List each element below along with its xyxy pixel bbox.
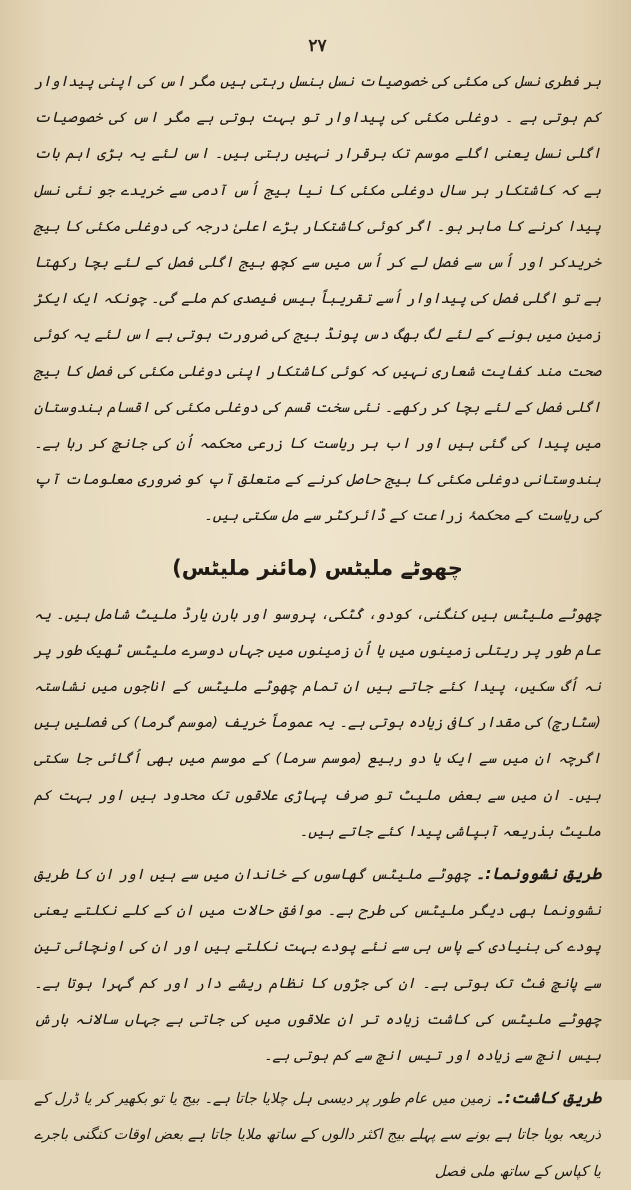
section-heading-minor-millets: چھوٹے ملیٹس (مائنر ملیٹس)	[172, 555, 463, 580]
run-in-heading-cultivation: طریق کاشت:۔	[495, 1088, 602, 1108]
paragraph-minor-millets: چھوٹے ملیٹس ہیں کنگنی، کودو، کُٹکی، پروسو اور بارن یارڈ ملیٹ شامل ہیں۔ یہ عام طور پر ریتلی زمینوں میں یا اُن زمینوں میں جہاں دوسرے ملیٹس ٹھیک طور پر نہ اُگ سکیں، پیدا کئے جاتے ہیں ان تمام چھوٹے ملیٹس کے اناجوں میں نشاستہ (سٹارچ) کی مقدار کافی زیادہ ہوتی ہے۔ یہ عموماً خریف (موسم گرما) کی فصلیں ہیں اگرچہ ان میں سے ایک یا دو ربیع (موسم سرما) کے موسم میں بھی اُگائی جا سکتی ہیں۔ ان میں سے بعض ملیٹ تو صرف پہاڑی علاقوں تک محدود ہیں اور بہت کم ملیٹ بذریعہ آبپاشی پیدا کئے جاتے ہیں۔	[34, 605, 601, 840]
paragraph-hybrid-maize: ہر فطری نسل کی مکئی کی خصوصیات نسل بنسل رہتی ہیں مگر اس کی اپنی پیداوار کم ہوتی ہے ۔ دوغلی مکئی کی پیداوار تو بہت ہوتی ہے مگر اس کی خصوصیات اگلی نسل یعنی اگلے موسم تک برقرار نہیں رہتی ہیں۔ اس لئے یہ بڑی اہم بات ہے کہ کاشتکار ہر سال دوغلی مکئی کا نیا بیج اُس آدمی سے خریدے جو نئی نسل پیدا کرنے کا ماہر ہو۔ اگر کوئی کاشتکار بڑے اعلیٰ درجہ کی دوغلی مکئی کا بیج خریدکر اور اُس سے فصل لے کر اُس میں سے کچھ بیج اگلی فصل کے لئے بچا رکھتا ہے تو اگلی فصل کی پیداوار اُسے تقریباً بیس فیصدی کم ملے گی۔ چونکہ ایک ایکڑ زمین میں بونے کے لئے لگ بھگ دس پونڈ بیج کی ضرورت ہوتی ہے اس لئے یہ کوئی صحت مند کفایت شعاری نہیں کہ کوئی کاشتکار اپنی دوغلی مکئی کی فصل کا بیج اگلی فصل کے لئے بچا کر رکھے۔ نئی سخت قسم کی دوغلی مکئی کی اقسام ہندوستان میں پیدا کی گئی ہیں اور اب ہر ریاست کا زرعی محکمہ اُن کی جانچ کر رہا ہے۔ ہندوستانی دوغلی مکئی کا بیج حاصل کرنے کے متعلق آپ کو ضروری معلومات آپ کی ریاست کے محکمۂ زراعت کے ڈائرکٹر سے مل سکتی ہیں۔	[34, 73, 601, 525]
run-in-heading-growth: طریق نشوونما:۔	[475, 864, 602, 884]
paragraph-cultivation-method	[34, 1080, 601, 1190]
paragraph-growth-method	[34, 856, 601, 1074]
page-number: ۲۷	[308, 36, 327, 56]
paragraph-cultivation-text: زمین میں عام طور پر دیسی ہل چلایا جاتا ہے۔ بیج یا تو بکھیر کر یا ڈرل کے ذریعہ بویا جاتا ہے بونے سے پہلے بیج اکثر دالوں کے ساتھ ملایا جاتا ہے بعض اوقات کنگنی باجرے یا کپاس کے ساتھ ملی فصل	[34, 1090, 601, 1180]
paragraph-growth-text: چھوٹے ملیٹس گھاسوں کے خاندان میں سے ہیں اور ان کا طریق نشوونما بھی دیگر ملیٹس کی طرح ہے۔ موافق حالات میں ان کے کلے نکلتے یعنی پودے کی بنیادی کے پاس ہی سے نئے پودے بہت نکلتے ہیں اور ان کی اونچائی تین سے پانچ فٹ تک ہوتی ہے۔ ان کی جڑوں کا نظام ریشے دار اور کم گہرا ہوتا ہے۔ چھوٹے ملیٹس کی کاشت زیادہ تر ان علاقوں میں کی جاتی ہے جہاں سالانہ بارش بیس انچ سے زیادہ اور تیس انچ سے کم ہوتی ہے۔	[34, 866, 601, 1065]
